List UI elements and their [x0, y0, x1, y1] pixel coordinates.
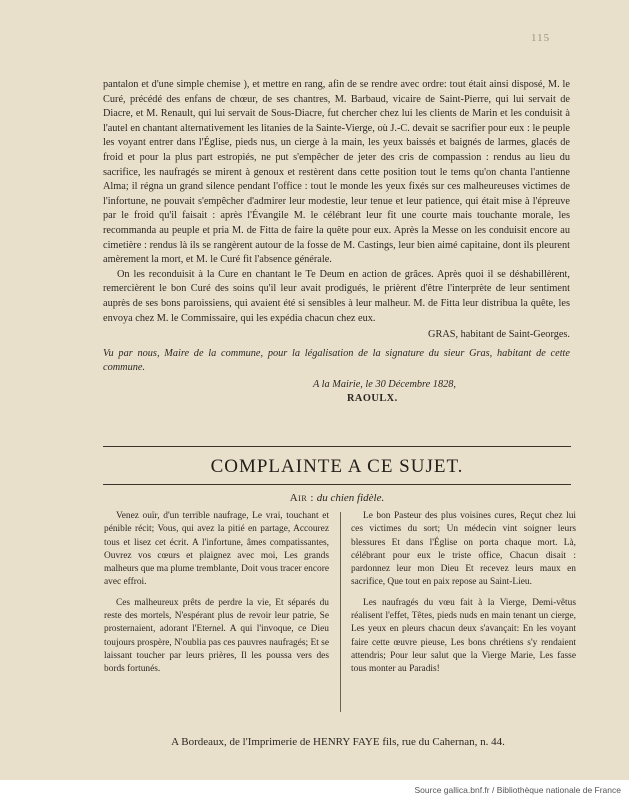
date-text: A la Mairie, le 30 Décembre 1828,: [313, 378, 456, 390]
air-line: [103, 492, 571, 504]
narrative-body: [103, 78, 570, 407]
air-tune: du chien fidèle.: [316, 492, 385, 504]
song-column-right: [351, 510, 576, 684]
signature-line: GRAS, habitant de Saint-Georges.: [428, 329, 570, 341]
narrative-paragraph: pantalon et d'une simple chemise ), et mettre en rang, afin de se rendre avec ordre: tout était ainsi disposé, M. le Curé, précédé des enfans de chœur, de ses chantres, M. Barbaud, vicaire de Saint-Pierre, qui lui servait de Diacre, et M. Renault, qui lui servait de Sous-Diacre, fut chercher chez lui les clients de Marin et les conduisit à l'autel en chantant alternativement les litanies de la Sainte-Vierge, où J.-C. devait se sacrifier pour eux : le peuple les voyant entrer dans l'Église, pieds nus, un cierge à la main, les yeux baissés et baignés de larmes, glacés de froid et pour la plus part estropiés, ne put s'empêcher de jeter des cris de compassion : rendus au lieu du sacrifice, les naufragés se mirent à genoux et restèrent dans cette position tout le tems qu'on chanta l'antienne Alma; il régna un grand silence pendant l'office : tout le monde les yeux fixés sur ces malheureuses victimes de l'infortune, ne pouvait s'empêcher d'admirer leur modestie, leur tenue et leur patience, qui était mise à l'épreuve par le froid qu'il faisait : après l'Évangile M. le célébrant leur fit une courte mais touchante morale, les recommanda au peuple et pria M. de Fitta de faire la quête pour eux. Après la Messe on les conduisit encore au cimetière : rendus là ils se rangèrent autour de la fosse de M. Castings, leur bien aimé capitaine, dont ils pleurent amèrement la mort, et M. le Curé fit l'absence générale.: [103, 79, 570, 266]
printer-imprint: A Bordeaux, de l'Imprimerie de HENRY FAYE fils, rue du Cahernan, n. 44.: [171, 736, 505, 748]
source-credit: Source gallica.bnf.fr / Bibliothèque nationale de France: [414, 785, 621, 795]
air-label: Air :: [289, 492, 314, 504]
complainte-title: COMPLAINTE A CE SUJET.: [210, 456, 464, 477]
song-column-left: [104, 510, 329, 684]
song-stanza: Les naufragés du vœu fait à la Vierge, Demi-vêtus réalisent l'effet, Têtes, pieds nuds en main tenant un cierge, Les yeux en pleurs chacun deux s'avançait: En les voyant faire cette œuvre pieuse, Les bons chrétiens s'y rendaient attendris; Pour leur salut que la Vierge Marie, Les fasse tous monter au Paradis!: [351, 597, 576, 675]
column-divider: [340, 512, 341, 712]
divider-rule: [103, 484, 571, 485]
song-stanza: Venez ouïr, d'un terrible naufrage, Le vrai, touchant et pénible récit; Vous, qui avez la pitié en partage, Accourez tous et lisez cet écrit. A l'infortune, âmes compatissantes, Ouvrez vos cœurs et plaignez avec moi, Les grands malheurs que ma plume tremblante, Doit vous tracer encore avec effroi.: [104, 511, 329, 588]
divider-rule: [103, 446, 571, 447]
mayor-visa: Vu par nous, Maire de la commune, pour la légalisation de la signature du sieur Gras, habitant de cette commune.: [103, 347, 570, 374]
song-stanza: Ces malheureux prêts de perdre la vie, Et séparés du reste des mortels, N'espérant plus de revoir leur patrie, Se prosternaient, adorant l'Eternel. A qui l'invoque, ce Dieu toujours prospère, N'oublia pas ces pauvres naufragés; Et se laissant toucher par leurs prières, Il les poussa vers des bords fortunés.: [104, 597, 329, 675]
mayor-name: RAOULX.: [347, 393, 398, 405]
song-stanza: Le bon Pasteur des plus voisines cures, Reçut chez lui ces victimes du sort; Un médecin vint soigner leurs blessures Et dans l'Église on porta chaque mort. Là, célébrant pour eux le triste office, Chacun disait : pardonnez leur mon Dieu Et recevez leurs maux en sacrifice, Que tout en paix repose au Saint-Lieu.: [351, 511, 576, 588]
page-number: 115: [531, 32, 551, 44]
narrative-paragraph: On les reconduisit à la Cure en chantant le Te Deum en action de grâces. Après quoi il se déshabillèrent, remercièrent le bon Curé des soins qu'il leur avait prodigués, le prièrent d'être l'interprète de leur sentiment auprès de ses bons paroissiens, qui avaient été si sensibles à leur malheur. M. de Fitta leur distribua la quête, les envoya chez M. le Commissaire, qui les expédia chacun chez eux.: [103, 268, 570, 324]
date-line: [103, 378, 570, 393]
